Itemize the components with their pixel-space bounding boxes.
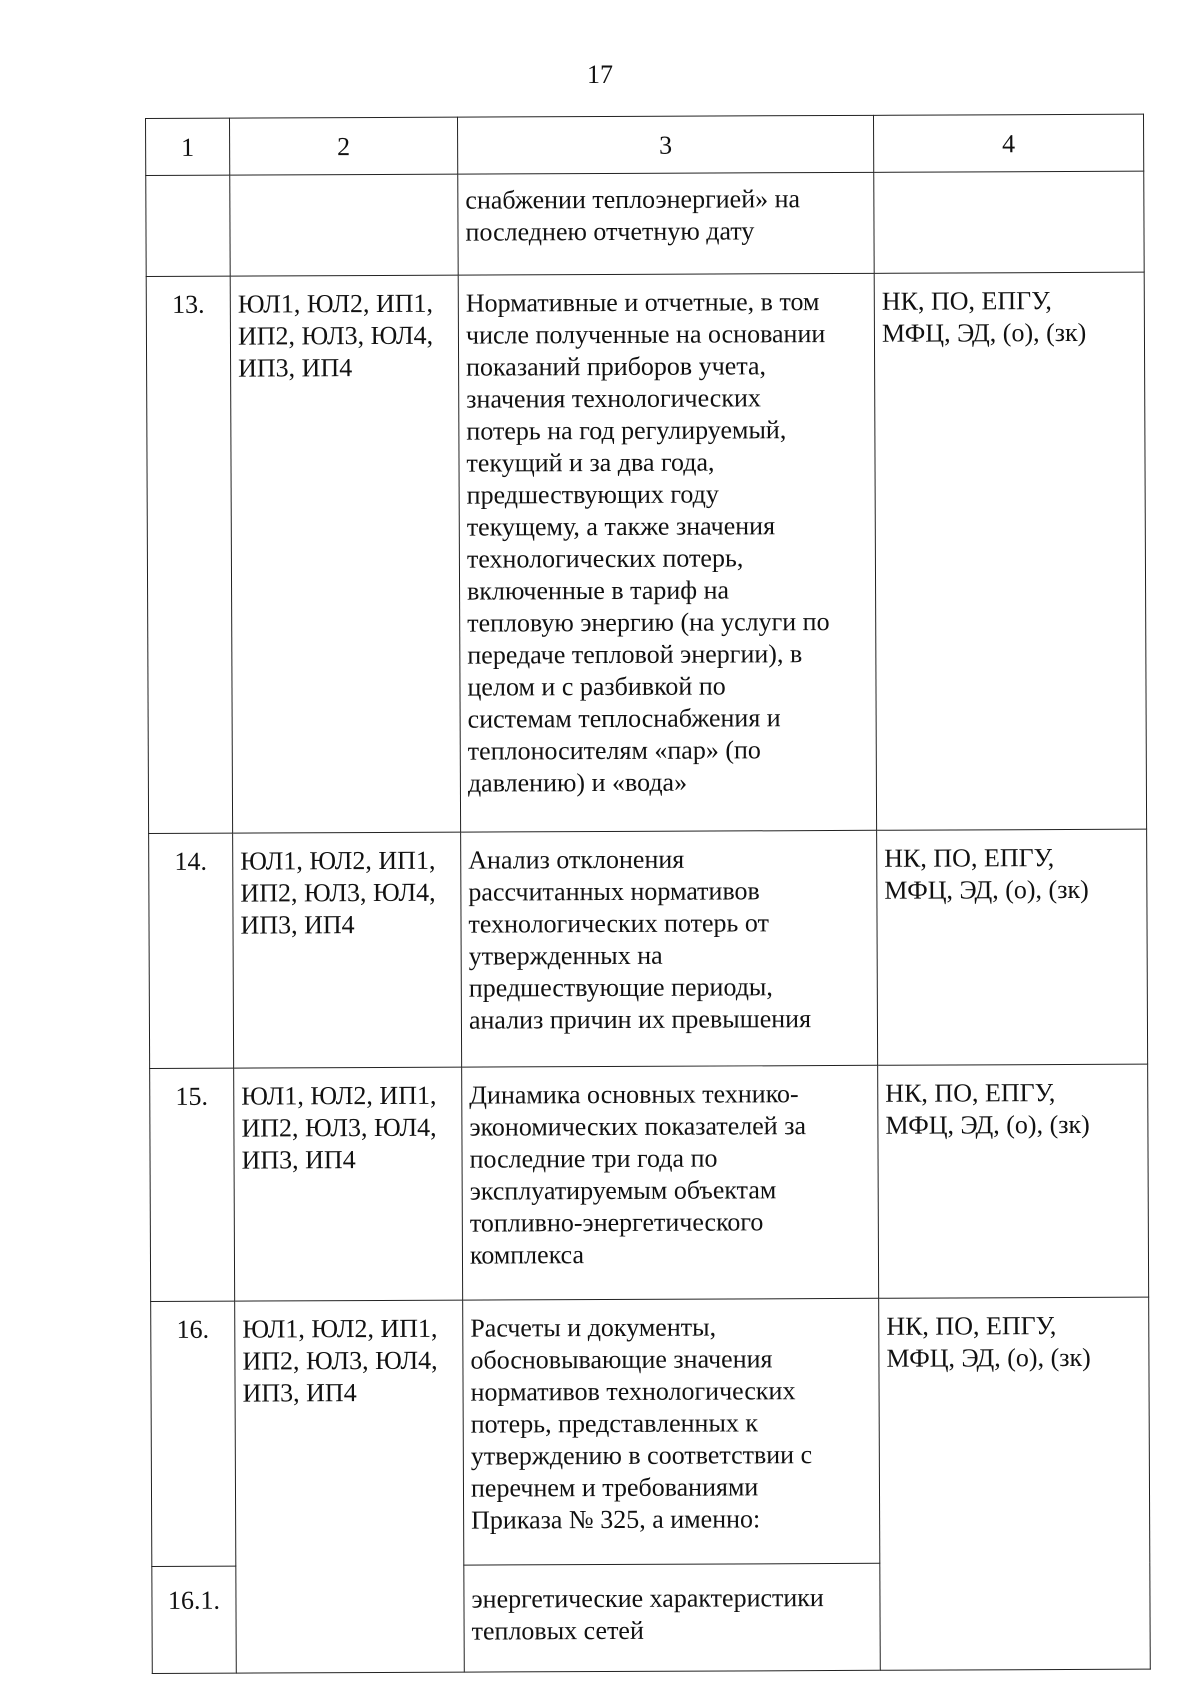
table-row bbox=[146, 171, 1144, 276]
row-description: Динамика основных технико- экономических показателей за последние три года по эксплуатируемым объектам топливно-энергетического комплекса bbox=[462, 1065, 879, 1300]
row-number: 16. bbox=[151, 1301, 236, 1566]
header-cell-3: 3 bbox=[457, 115, 873, 174]
document-table bbox=[145, 114, 1151, 1674]
row-number: 15. bbox=[150, 1068, 235, 1301]
header-cell-1: 1 bbox=[146, 118, 230, 175]
table-row bbox=[149, 829, 1148, 1068]
row-sources: НК, ПО, ЕПГУ, МФЦ, ЭД, (о), (зк) bbox=[877, 829, 1148, 1065]
table-row bbox=[151, 1297, 1150, 1566]
row-subjects: ЮЛ1, ЮЛ2, ИП1, ИП2, ЮЛ3, ЮЛ4, ИП3, ИП4 bbox=[230, 275, 460, 833]
row-sources: НК, ПО, ЕПГУ, МФЦ, ЭД, (о), (зк) bbox=[874, 272, 1146, 830]
row-number: 16.1. bbox=[152, 1566, 236, 1673]
document-table-wrapper bbox=[145, 114, 1150, 1674]
table-row bbox=[146, 272, 1146, 833]
row-sources bbox=[874, 171, 1144, 273]
row-description: Расчеты и документы, обосновывающие значения нормативов технологических потерь, представленных к утверждению в соответствии с перечнем и требованиями Приказа № 325, а именно: bbox=[463, 1298, 880, 1565]
row-description: снабжении теплоэнергией» на последнею отчетную дату bbox=[458, 172, 874, 275]
row-subjects: ЮЛ1, ЮЛ2, ИП1, ИП2, ЮЛ3, ЮЛ4, ИП3, ИП4 bbox=[233, 832, 462, 1068]
row-subjects: ЮЛ1, ЮЛ2, ИП1, ИП2, ЮЛ3, ЮЛ4, ИП3, ИП4 bbox=[235, 1300, 465, 1673]
row-sources: НК, ПО, ЕПГУ, МФЦ, ЭД, (о), (зк) bbox=[878, 1064, 1149, 1298]
row-subjects: ЮЛ1, ЮЛ2, ИП1, ИП2, ЮЛ3, ЮЛ4, ИП3, ИП4 bbox=[234, 1067, 463, 1301]
row-description: Анализ отклонения рассчитанных нормативов технологических потерь от утвержденных на предшествующие периоды, анализ причин их превышения bbox=[461, 830, 878, 1067]
header-cell-2: 2 bbox=[230, 117, 458, 175]
row-description: энергетические характеристики тепловых сетей bbox=[464, 1563, 880, 1672]
page-number: 17 bbox=[587, 60, 613, 89]
row-subjects bbox=[230, 174, 458, 276]
row-number bbox=[146, 175, 230, 276]
table-header-row bbox=[146, 114, 1144, 175]
table-row bbox=[150, 1064, 1149, 1301]
row-number: 13. bbox=[146, 276, 232, 833]
row-description: Нормативные и отчетные, в том числе полученные на основании показаний приборов учета, значения технологических потерь на год регулируемый, текущий и за два года, предшествующих году текущему, а также значения технологических потерь, включенные в тариф на тепловую энергию (на услуги по передаче тепловой энергии), в целом и с разбивкой по системам теплоснабжения и теплоносителям «пар» (по давлению) и «вода» bbox=[458, 273, 876, 832]
header-cell-4: 4 bbox=[873, 114, 1143, 172]
row-sources: НК, ПО, ЕПГУ, МФЦ, ЭД, (о), (зк) bbox=[879, 1297, 1151, 1670]
row-number: 14. bbox=[149, 833, 234, 1068]
